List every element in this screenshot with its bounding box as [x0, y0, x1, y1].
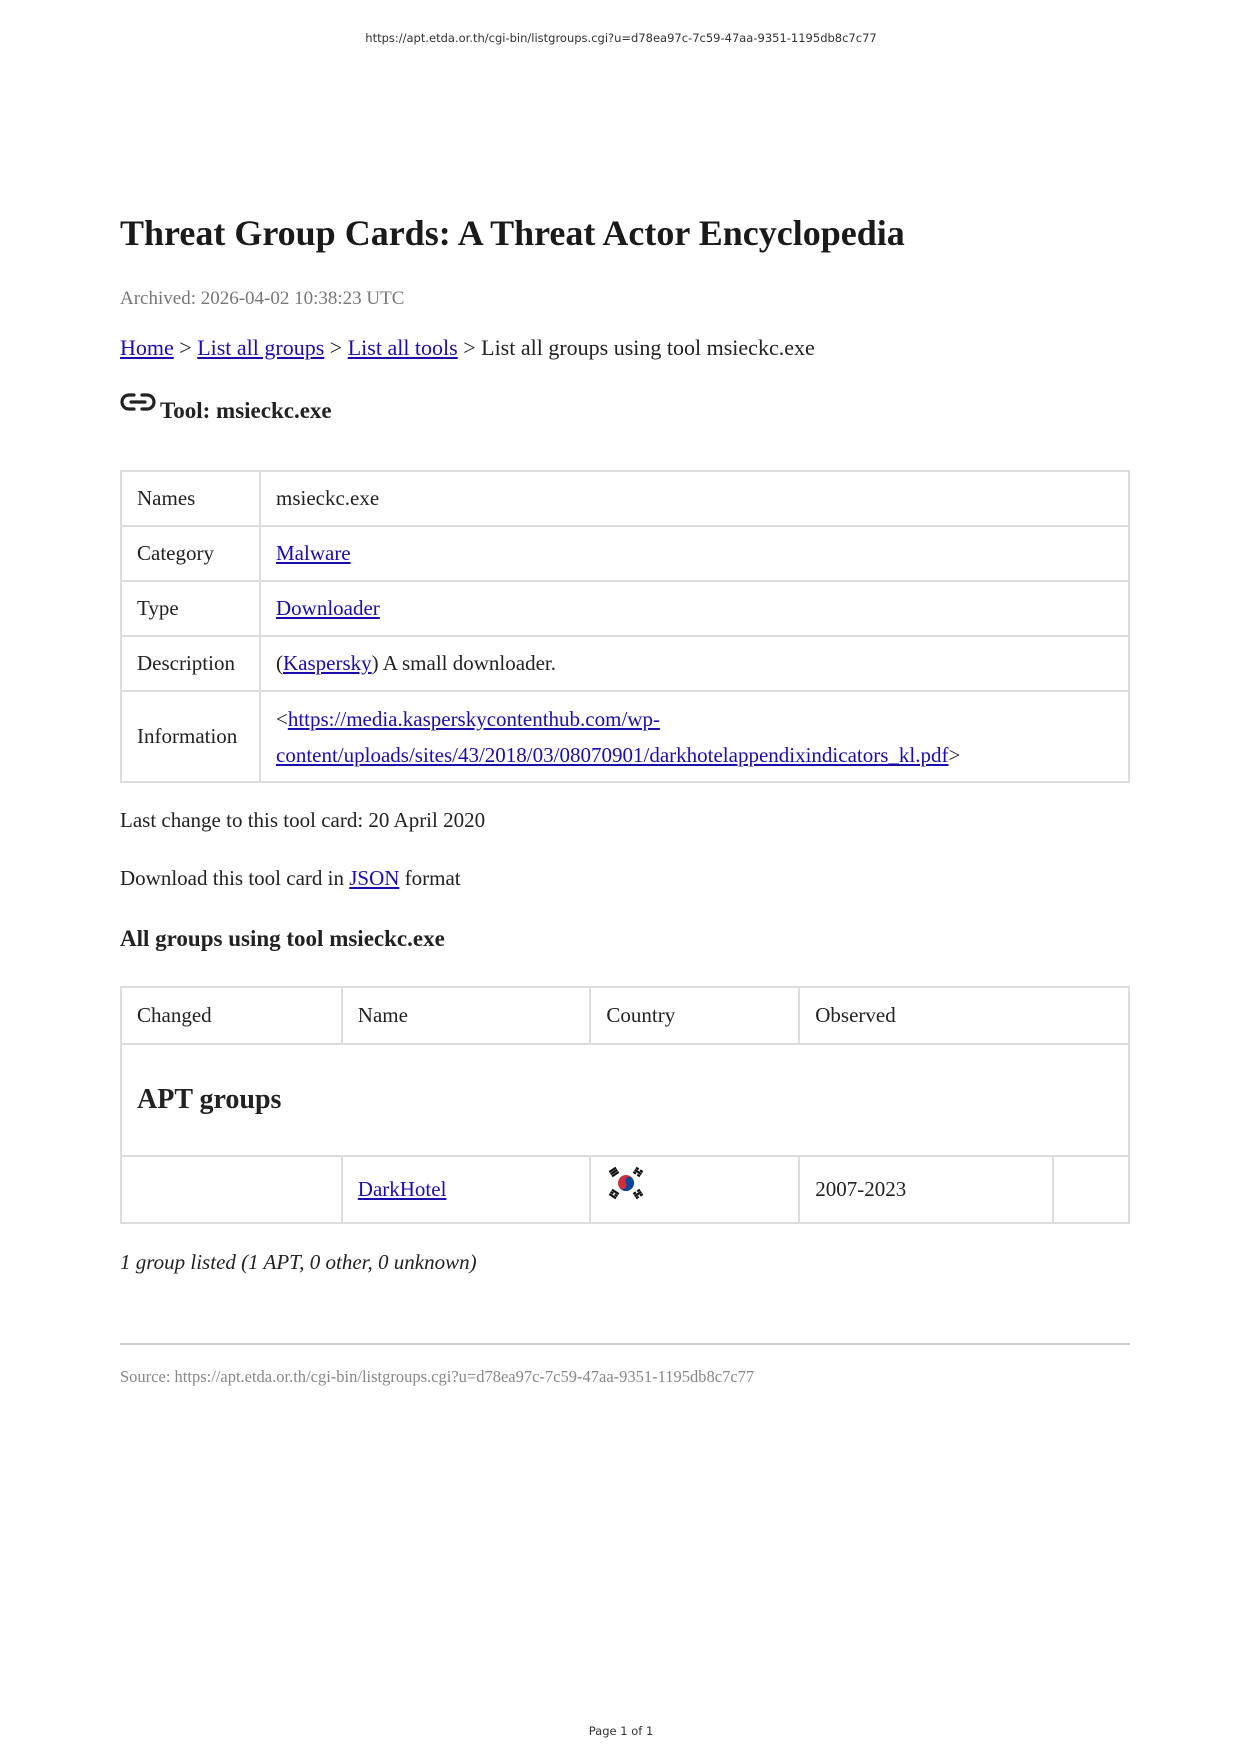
changed-cell — [121, 1156, 342, 1223]
archived-timestamp: Archived: 2026-04-02 10:38:23 UTC — [120, 288, 405, 309]
empty-cell — [1053, 1156, 1129, 1223]
name-cell — [342, 1156, 591, 1223]
tool-heading-text: Tool: msieckc.exe — [160, 398, 332, 423]
information-value — [260, 691, 1129, 782]
information-lt: < — [276, 706, 288, 731]
table-header-row — [121, 987, 1129, 1044]
column-header-country: Country — [590, 987, 799, 1044]
information-url-line1: https://media.kasperskycontenthub.com/wp- — [287, 706, 660, 731]
description-label: Description — [121, 636, 260, 691]
south-korea-flag-icon — [606, 1166, 646, 1206]
description-text: ) A small downloader. — [371, 651, 556, 675]
breadcrumb — [120, 335, 815, 361]
darkhotel-link[interactable]: DarkHotel — [357, 1177, 447, 1201]
breadcrumb-list-groups-link[interactable]: List all groups — [197, 335, 325, 360]
table-row — [121, 581, 1129, 636]
tool-card-table — [120, 470, 1130, 783]
section-row — [121, 1044, 1129, 1156]
table-row — [121, 1156, 1129, 1223]
page-title: Threat Group Cards: A Threat Actor Encyclopedia — [120, 213, 905, 253]
type-downloader-link[interactable]: Downloader — [276, 596, 380, 620]
table-row — [121, 636, 1129, 691]
breadcrumb-list-tools-link[interactable]: List all tools — [347, 335, 458, 360]
page-number: Page 1 of 1 — [588, 1724, 654, 1738]
information-url-link[interactable] — [276, 707, 948, 767]
column-header-changed: Changed — [121, 987, 342, 1044]
groups-summary: 1 group listed (1 APT, 0 other, 0 unknown) — [120, 1250, 477, 1274]
link-icon — [120, 390, 160, 416]
breadcrumb-separator: > — [173, 335, 198, 360]
print-header-url: https://apt.etda.or.th/cgi-bin/listgroups.cgi?u=d78ea97c-7c59-47aa-9351-1195db8c7c77 — [365, 31, 877, 45]
observed-cell: 2007-2023 — [799, 1156, 1053, 1223]
table-row — [121, 691, 1129, 782]
description-open-paren: ( — [276, 651, 283, 675]
column-header-name: Name — [342, 987, 591, 1044]
json-download-link[interactable]: JSON — [349, 866, 400, 890]
table-row — [121, 526, 1129, 581]
category-label: Category — [121, 526, 260, 581]
category-value — [260, 526, 1129, 581]
download-suffix: format — [399, 866, 461, 890]
column-header-observed: Observed — [799, 987, 1129, 1044]
groups-table — [120, 986, 1130, 1224]
category-malware-link[interactable]: Malware — [276, 541, 351, 565]
groups-heading: All groups using tool msieckc.exe — [120, 926, 445, 951]
information-label: Information — [121, 691, 260, 782]
divider — [120, 1343, 1130, 1345]
download-prefix: Download this tool card in — [120, 866, 350, 890]
description-value — [260, 636, 1129, 691]
type-value — [260, 581, 1129, 636]
breadcrumb-current: > List all groups using tool msieckc.exe — [457, 335, 815, 360]
last-change-text: Last change to this tool card: 20 April 2020 — [120, 808, 486, 832]
type-label: Type — [121, 581, 260, 636]
information-url-line2: content/uploads/sites/43/2018/03/08070901/darkhotelappendixindicators_kl.pdf — [276, 742, 949, 767]
country-cell — [590, 1156, 799, 1223]
kaspersky-link[interactable]: Kaspersky — [283, 651, 372, 675]
tool-heading — [120, 398, 332, 424]
breadcrumb-home-link[interactable]: Home — [120, 335, 174, 360]
names-value: msieckc.exe — [260, 471, 1129, 526]
apt-groups-section-label: APT groups — [121, 1044, 1129, 1156]
information-gt: > — [948, 742, 961, 767]
download-line — [120, 866, 461, 891]
names-label: Names — [121, 471, 260, 526]
source-url: Source: https://apt.etda.or.th/cgi-bin/listgroups.cgi?u=d78ea97c-7c59-47aa-9351-1195db8c7c77 — [120, 1367, 755, 1386]
table-row — [121, 471, 1129, 526]
breadcrumb-separator: > — [324, 335, 348, 360]
